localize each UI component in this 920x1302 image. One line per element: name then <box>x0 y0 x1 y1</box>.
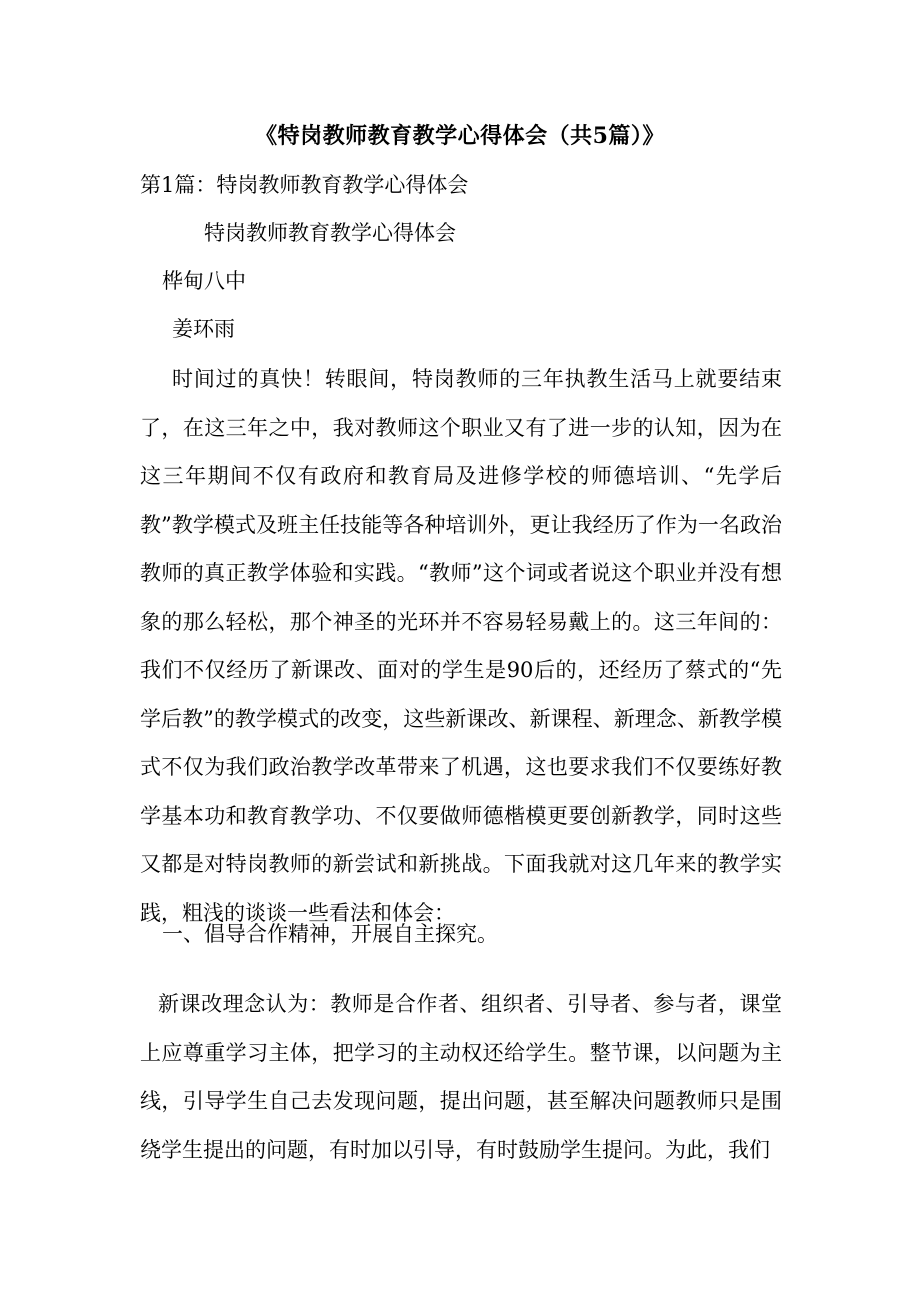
paragraph-text: 新课改理念认为：教师是合作者、组织者、引导者、参与者，课堂上应尊重学习主体，把学习的主动权还给学生。整节课，以问题为主线，引导学生自己去发现问题，提出问题，甚至解决问题教师只是围绕学生提出的问题，有时加以引导，有时鼓励学生提问。为此，我们 <box>140 992 782 1162</box>
section-heading <box>140 910 782 959</box>
section-heading-text: 一、倡导合作精神，开展自主探究。 <box>162 922 498 946</box>
paragraph-intro <box>140 355 782 937</box>
article-subtitle: 特岗教师教育教学心得体会 <box>204 221 456 245</box>
school-name: 桦甸八中 <box>162 269 246 293</box>
document-title: 《特岗教师教育教学心得体会（共5篇）》 <box>255 123 665 149</box>
author-name: 姜环雨 <box>172 317 235 341</box>
chapter-heading: 第1篇：特岗教师教育教学心得体会 <box>140 173 469 197</box>
paragraph-section-one <box>140 980 782 1174</box>
paragraph-text: 时间过的真快！转眼间，特岗教师的三年执教生活马上就要结束了，在这三年之中，我对教师这个职业又有了进一步的认知，因为在这三年期间不仅有政府和教育局及进修学校的师德培训、“先学后教”教学模式及班主任技能等各种培训外，更让我经历了作为一名政治教师的真正教学体验和实践。“教师”这个词或者说这个职业并没有想象的那么轻松，那个神圣的光环并不容易轻易戴上的。这三年间的：我们不仅经历了新课改、面对的学生是90后的，还经历了蔡式的“先学后教”的教学模式的改变，这些新课改、新课程、新理念、新教学模式不仅为我们政治教学改革带来了机遇，这也要求我们不仅要练好教学基本功和教育教学功、不仅要做师德楷模更要创新教学，同时这些又都是对特岗教师的新尝试和新挑战。下面我就对这几年来的教学实践，粗浅的谈谈一些看法和体会： <box>140 367 782 925</box>
